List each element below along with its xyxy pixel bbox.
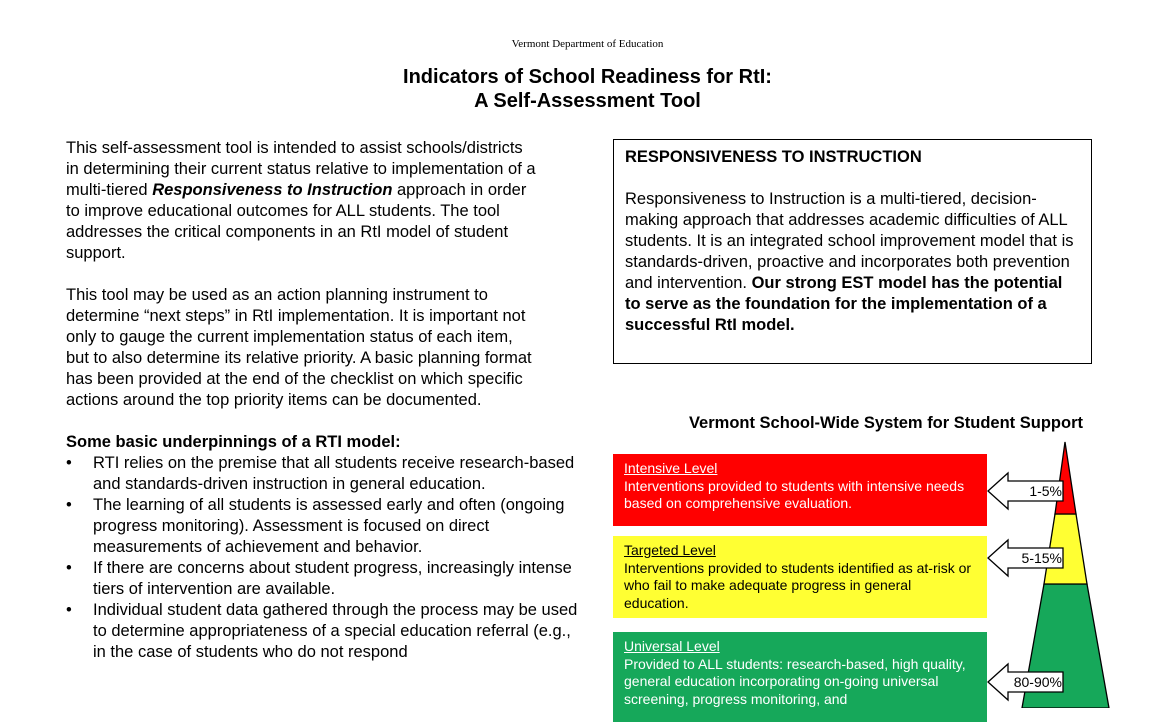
chart-title: Vermont School-Wide System for Student Support: [688, 414, 1083, 432]
intro-text-end: approach in order to improve educational outcomes for ALL students. The tool addresses the critical components in an RtI model of student support.: [66, 181, 527, 262]
percent-label: 1-5%: [1029, 483, 1062, 499]
level-description: Provided to ALL students: research-based, high quality, general education incorporating on-going universal screening, progress monitoring, and: [624, 655, 966, 707]
underpinnings-heading: Some basic underpinnings of a RTI model:: [66, 433, 401, 451]
department-header: Vermont Department of Education: [511, 38, 664, 50]
universal-level-box: [613, 632, 987, 722]
rti-definition-box: [613, 139, 1092, 364]
intro-paragraph-1: [66, 138, 536, 264]
rti-box-body: [625, 189, 1080, 336]
title-line-2: A Self-Assessment Tool: [474, 90, 701, 112]
list-item-text: RTI relies on the premise that all students receive research-based and standards-driven instruction in general education.: [93, 454, 575, 493]
list-item: [66, 600, 586, 663]
level-description: Interventions provided to students with intensive needs based on comprehensive evaluation.: [624, 477, 965, 511]
rti-emphasis: Responsiveness to Instruction: [152, 181, 393, 199]
percent-arrow-targeted: [987, 538, 1065, 578]
level-description: Interventions provided to students identified as at-risk or who fail to make adequate progress in general education.: [624, 559, 972, 611]
title-line-1: Indicators of School Readiness for RtI:: [403, 66, 772, 88]
level-name: Targeted Level: [624, 542, 716, 558]
bullet: •: [66, 601, 72, 619]
intro-text-start: This self-assessment tool is intended to assist schools/districts in determining their current status relative to implementation of a multi-tiered: [66, 139, 536, 199]
rti-box-text: Responsiveness to Instruction is a multi-tiered, decision-making approach that addresses academic difficulties of ALL students. It is an integrated school improvement model that is standards-driven, proactive and incorporates both prevention and intervention.: [625, 190, 1074, 292]
list-item: [66, 558, 586, 600]
page-title: [0, 65, 1175, 113]
list-item: [66, 453, 586, 495]
underpinnings-list: [66, 453, 586, 663]
intensive-level-box: [613, 454, 987, 526]
list-item-text: If there are concerns about student progress, increasingly intense tiers of intervention are available.: [93, 559, 572, 598]
percent-label: 80-90%: [1013, 674, 1062, 690]
list-item: [66, 495, 586, 558]
percent-arrow-universal: [987, 662, 1065, 702]
list-item-text: The learning of all students is assessed early and often (ongoing progress monitoring). Assessment is focused on direct measurements of achievement and behavior.: [93, 496, 565, 556]
rti-box-bold-text: Our strong EST model has the potential to serve as the foundation for the implementation of a successful RtI model.: [625, 274, 1063, 334]
bullet: •: [66, 454, 72, 472]
left-column: [66, 138, 586, 663]
level-name: Universal Level: [624, 638, 720, 654]
bullet: •: [66, 496, 72, 514]
rti-box-heading: RESPONSIVENESS TO INSTRUCTION: [625, 148, 922, 166]
percent-arrow-intensive: [987, 471, 1065, 511]
targeted-level-box: [613, 536, 987, 618]
level-name: Intensive Level: [624, 460, 718, 476]
percent-label: 5-15%: [1021, 550, 1062, 566]
list-item-text: Individual student data gathered through the process may be used to determine appropriateness of a special education referral (e.g., in the case of students who do not respond: [93, 601, 578, 661]
bullet: •: [66, 559, 72, 577]
intro-paragraph-2: This tool may be used as an action planning instrument to determine “next steps” in RtI implementation. It is important not only to gauge the current implementation status of each item, but to also determine its relative priority. A basic planning format has been provided at the end of the checklist on which specific actions around the top priority items can be documented.: [66, 286, 532, 409]
